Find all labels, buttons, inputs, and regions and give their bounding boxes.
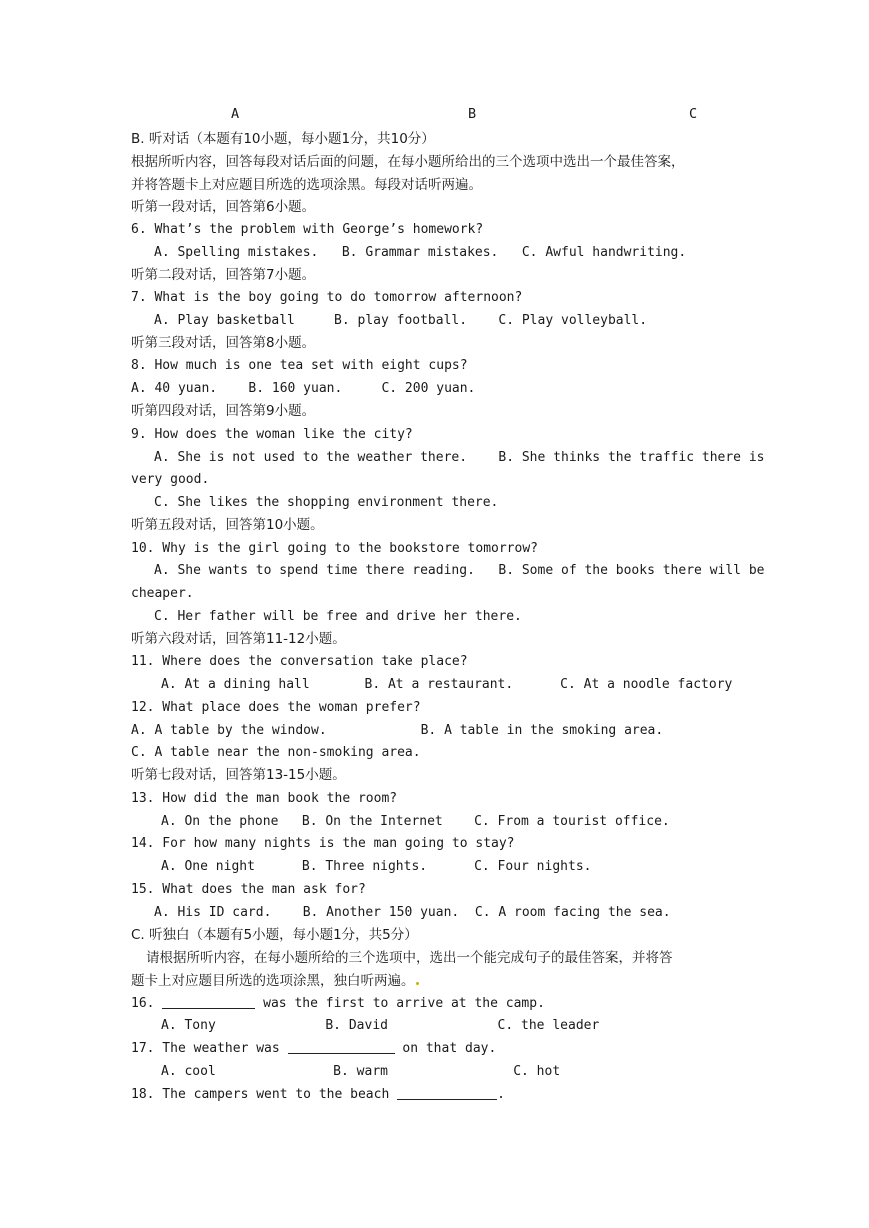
question-12-options-ab: A. A table by the window. B. A table in the smoking area. [131, 723, 664, 738]
question-6-options: A. Spelling mistakes. B. Grammar mistakes. C. Awful handwriting. [154, 245, 687, 260]
section-c-instruction-cont [131, 971, 741, 991]
question-9: 9. How does the woman like the city? [131, 427, 413, 442]
question-11-options: A. At a dining hall B. At a restaurant. C. At a noodle factory [161, 677, 733, 692]
question-10: 10. Why is the girl going to the bookstore tomorrow? [131, 541, 538, 556]
section-b-instruction-cont: 并将答题卡上对应题目所选的选项涂黑。每段对话听两遍。 [131, 177, 482, 193]
question-13-options: A. On the phone B. On the Internet C. From a tourist office. [161, 814, 670, 829]
yellow-dot-mark [416, 982, 419, 985]
question-17-post: on that day. [394, 1041, 497, 1056]
question-17-pre: 17. The weather was [131, 1041, 288, 1056]
question-17 [131, 1039, 741, 1059]
question-9-options-cont: very good. [131, 472, 210, 487]
question-13: 13. How did the man book the room? [131, 791, 398, 806]
dialogue-3-heading: 听第三段对话，回答第8小题。 [131, 335, 316, 351]
question-8: 8. How much is one tea set with eight cups? [131, 358, 468, 373]
dialogue-6-heading: 听第六段对话，回答第11-12小题。 [131, 631, 346, 647]
option-label-c: C [689, 106, 698, 122]
question-8-options: A. 40 yuan. B. 160 yuan. C. 200 yuan. [131, 381, 476, 396]
question-18-post: . [497, 1087, 505, 1102]
question-14: 14. For how many nights is the man going to stay? [131, 836, 515, 851]
dialogue-1-heading: 听第一段对话，回答第6小题。 [131, 199, 316, 215]
question-9-option-c: C. She likes the shopping environment there. [154, 495, 499, 510]
answer-blank [288, 1039, 395, 1054]
dialogue-2-heading: 听第二段对话，回答第7小题。 [131, 267, 316, 283]
question-16 [131, 994, 741, 1014]
option-label-b: B [468, 106, 477, 122]
question-14-options: A. One night B. Three nights. C. Four nights. [161, 859, 592, 874]
question-12-option-c: C. A table near the non-smoking area. [131, 745, 421, 760]
answer-blank [162, 994, 255, 1009]
section-b-title: B. 听对话（本题有10小题，每小题1分，共10分） [131, 131, 435, 147]
question-18-pre: 18. The campers went to the beach [131, 1087, 398, 1102]
section-c-title: C. 听独白（本题有5小题，每小题1分，共5分） [131, 927, 418, 943]
question-11: 11. Where does the conversation take place? [131, 654, 468, 669]
dialogue-4-heading: 听第四段对话，回答第9小题。 [131, 403, 316, 419]
question-7: 7. What is the boy going to do tomorrow afternoon? [131, 290, 523, 305]
section-c-instruction-cont-text: 题卡上对应题目所选的选项涂黑，独白听两遍。 [131, 973, 415, 989]
answer-blank [397, 1085, 497, 1100]
question-10-options-cont: cheaper. [131, 586, 194, 601]
question-12: 12. What place does the woman prefer? [131, 700, 421, 715]
question-10-option-c: C. Her father will be free and drive her there. [154, 609, 522, 624]
question-7-options: A. Play basketball B. play football. C. Play volleyball. [154, 313, 648, 328]
dialogue-5-heading: 听第五段对话，回答第10小题。 [131, 517, 324, 533]
section-b-instruction: 根据所听内容，回答每段对话后面的问题，在每小题所给出的三个选项中选出一个最佳答案， [131, 154, 685, 170]
question-16-options: A. Tony B. David C. the leader [161, 1018, 600, 1033]
option-label-a: A [231, 106, 240, 122]
question-9-options-ab: A. She is not used to the weather there. B. She thinks the traffic there is [154, 450, 765, 465]
question-16-number: 16. [131, 996, 155, 1011]
question-10-options-ab: A. She wants to spend time there reading. B. Some of the books there will be [154, 563, 765, 578]
question-16-text: was the first to arrive at the camp. [255, 996, 545, 1011]
dialogue-7-heading: 听第七段对话，回答第13-15小题。 [131, 767, 346, 783]
section-c-instruction: 请根据所听内容，在每小题所给的三个选项中，选出一个能完成句子的最佳答案，并将答 [146, 950, 673, 966]
question-17-options: A. cool B. warm C. hot [161, 1064, 561, 1079]
question-6: 6. What’s the problem with George’s homework? [131, 222, 484, 237]
question-18 [131, 1085, 741, 1105]
question-15-options: A. His ID card. B. Another 150 yuan. C. A room facing the sea. [154, 905, 671, 920]
question-15: 15. What does the man ask for? [131, 882, 366, 897]
